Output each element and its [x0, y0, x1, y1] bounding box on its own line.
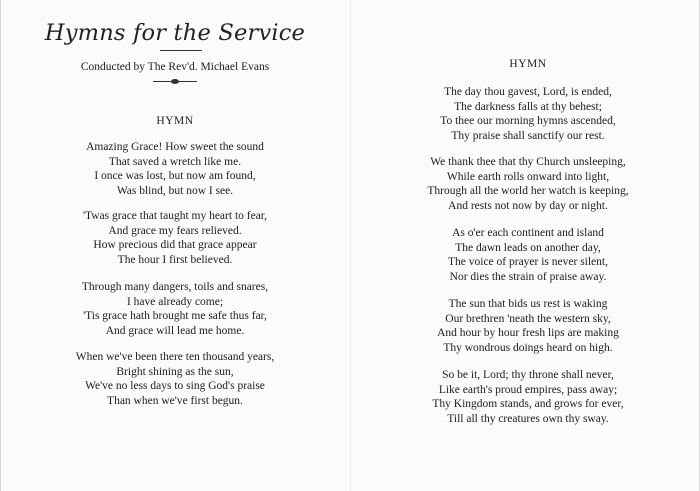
verse-line: While earth rolls onward into light,: [446, 170, 610, 183]
conductor-line: Conducted by The Rev'd. Michael Evans: [80, 61, 270, 73]
verse-line: To thee our morning hymns ascended,: [440, 115, 616, 127]
verse-line: Till all thy creatures own thy sway.: [447, 412, 609, 425]
verse-line: I have already come;: [126, 295, 224, 308]
left-verse-4: [25, 350, 325, 408]
verse-line: The day thou gavest, Lord, is ended,: [444, 86, 612, 98]
verse-line: Thy Kingdom stands, and grows for ever,: [432, 398, 624, 410]
verse-line: The voice of prayer is never silent,: [448, 256, 608, 268]
verse-line: Thy wondrous doings heard on high.: [443, 341, 613, 354]
right-verse-5: [378, 368, 678, 426]
verse-line: And grace will lead me home.: [105, 324, 245, 337]
verse-line: And hour by hour fresh lips are making: [437, 327, 619, 339]
verse-line: Than when we've first begun.: [107, 394, 243, 407]
verse-line: 'Tis grace hath brought me safe thus far,: [83, 310, 267, 322]
right-verse-2: [378, 155, 678, 213]
verse-line: Through many dangers, toils and snares,: [81, 281, 269, 293]
verse-line: That saved a wretch like me.: [108, 155, 242, 168]
booklet-fold: [350, 0, 351, 491]
verse-line: We thank thee that thy Church unsleeping,: [430, 156, 626, 168]
verse-line: Thy praise shall sanctify our rest.: [451, 129, 605, 142]
verse-line: The darkness falls at thy behest;: [454, 100, 602, 113]
verse-line: When we've been there ten thousand years,: [75, 351, 275, 363]
left-verse-3: [25, 280, 325, 338]
left-verse-2: [25, 209, 325, 267]
booklet-title: Hymns for the Service: [44, 20, 306, 46]
verse-line: The sun that bids us rest is waking: [448, 298, 608, 310]
verse-line: The hour I first believed.: [117, 253, 233, 266]
verse-line: Nor dies the strain of praise away.: [449, 270, 607, 283]
right-verse-4: [378, 297, 678, 355]
verse-line: As o'er each continent and island: [452, 227, 604, 239]
title-underline: [160, 50, 202, 51]
left-page-edge: [0, 0, 1, 491]
left-verse-1: [25, 140, 325, 198]
verse-line: The dawn leads on another day,: [455, 241, 601, 254]
verse-line: Was blind, but now I see.: [116, 184, 234, 197]
verse-line: We've no less days to sing God's praise: [85, 380, 265, 392]
verse-line: And grace my fears relieved.: [108, 224, 242, 237]
verse-line: Through all the world her watch is keeping,: [427, 185, 629, 197]
verse-line: Our brethren 'neath the western sky,: [445, 312, 611, 325]
right-verse-3: [378, 226, 678, 284]
verse-line: I once was lost, but now am found,: [94, 170, 256, 182]
verse-line: And rests not now by day or night.: [448, 199, 608, 212]
verse-line: Bright shining as the sun,: [116, 365, 234, 378]
right-verse-1: [378, 85, 678, 143]
verse-line: Amazing Grace! How sweet the sound: [86, 141, 264, 153]
verse-line: Like earth's proud empires, pass away;: [438, 383, 618, 396]
left-hymn-heading: HYMN: [156, 115, 194, 127]
verse-line: How precious did that grace appear: [93, 239, 257, 251]
ornament-divider: [153, 79, 197, 85]
right-hymn-heading: HYMN: [509, 58, 547, 70]
verse-line: 'Twas grace that taught my heart to fear,: [82, 210, 268, 222]
verse-line: So be it, Lord; thy throne shall never,: [442, 369, 614, 381]
